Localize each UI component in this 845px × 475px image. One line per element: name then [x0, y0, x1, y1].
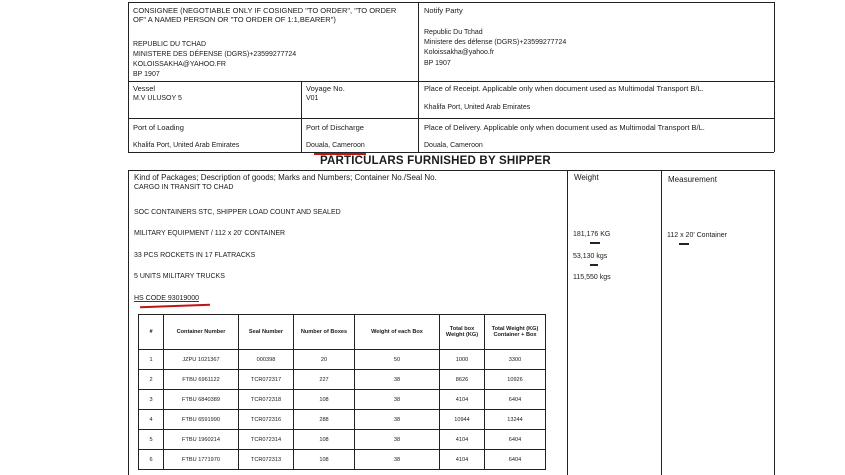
col-total-weight: Total Weight (KG) Container + Box: [485, 315, 546, 350]
rule-particulars-top: [128, 170, 774, 171]
notify-line-3: Koloissakha@yahoo.fr: [424, 49, 495, 56]
table-row: [139, 370, 546, 390]
table-cell: 6404: [485, 390, 546, 410]
table-cell: TCR072314: [239, 430, 294, 450]
table-cell: 6404: [485, 430, 546, 450]
weight-label: Weight: [574, 173, 599, 182]
col-number-of-boxes: Number of Boxes: [294, 315, 355, 350]
weight-trucks: 115,550 kgs: [573, 274, 611, 281]
table-cell: 4: [139, 410, 164, 430]
table-cell: 8626: [440, 370, 485, 390]
rule-left: [128, 2, 129, 152]
table-cell: 2: [139, 370, 164, 390]
consignee-line-2: MINISTERE DES DÉFENSE (DGRS)+23599277724: [133, 51, 297, 58]
goods-line-3: MILITARY EQUIPMENT / 112 x 20' CONTAINER: [134, 230, 286, 237]
table-row: [139, 450, 546, 470]
table-cell: TCR072317: [239, 370, 294, 390]
table-cell: 108: [294, 390, 355, 410]
discharge-value: Douala, Cameroon: [306, 142, 365, 149]
rule-mid: [418, 2, 419, 152]
table-cell: 20: [294, 350, 355, 370]
consignee-line-3: KOLOISSAKHA@YAHOO.FR: [133, 61, 226, 68]
consignee-line-1: REPUBLIC DU TCHAD: [133, 41, 206, 48]
table-cell: 38: [355, 410, 440, 430]
measurement-label: Measurement: [668, 175, 717, 184]
weight-rockets: 53,130 kgs: [573, 253, 608, 260]
rule-weight-left: [567, 170, 568, 475]
table-cell: 000398: [239, 350, 294, 370]
vessel-value: M.V ULUSOY 5: [133, 95, 182, 102]
table-cell: 108: [294, 430, 355, 450]
weight-total: 181,176 KG: [573, 231, 611, 238]
rule-voyage: [301, 81, 302, 152]
col-container-number: Container Number: [164, 315, 239, 350]
consignee-label-1: CONSIGNEE (NEGOTIABLE ONLY IF COSIGNED "TO ORDER", "TO ORDER: [133, 6, 397, 15]
goods-line-2: SOC CONTAINERS STC, SHIPPER LOAD COUNT AND SEALED: [134, 209, 341, 216]
voyage-value: V01: [306, 95, 319, 102]
rule-particulars-left: [128, 170, 129, 475]
delivery-label: Place of Delivery. Applicable only when document used as Multimodal Transport B/L.: [424, 123, 705, 132]
table-cell: TCR072318: [239, 390, 294, 410]
table-cell: 288: [294, 410, 355, 430]
discharge-label: Port of Discharge: [306, 123, 364, 132]
table-cell: 38: [355, 390, 440, 410]
loading-label: Port of Loading: [133, 123, 184, 132]
table-row: [139, 390, 546, 410]
voyage-label: Voyage No.: [306, 84, 345, 93]
table-cell: 4104: [440, 450, 485, 470]
table-cell: JZPU 1021367: [164, 350, 239, 370]
table-row: [139, 410, 546, 430]
rule-particulars-right: [774, 170, 775, 475]
table-cell: 4104: [440, 430, 485, 450]
table-cell: FTBU 6961122: [164, 370, 239, 390]
table-row: [139, 350, 546, 370]
col-weight-each-box: Weight of each Box: [355, 315, 440, 350]
table-cell: FTBU 1960214: [164, 430, 239, 450]
col-index: #: [139, 315, 164, 350]
table-cell: 6: [139, 450, 164, 470]
table-cell: FTBU 6591990: [164, 410, 239, 430]
container-table: [138, 314, 546, 470]
hs-code-pen-mark: [140, 304, 210, 308]
col-seal-number: Seal Number: [239, 315, 294, 350]
pen-tick-2: [590, 264, 598, 266]
table-row: [139, 430, 546, 450]
measurement-value: 112 x 20' Container: [667, 232, 727, 239]
rule-loading-top: [128, 118, 774, 119]
receipt-label: Place of Receipt. Applicable only when document used as Multimodal Transport B/L.: [424, 84, 704, 93]
table-cell: TCR072316: [239, 410, 294, 430]
container-table-header: [139, 315, 546, 350]
notify-line-1: Republic Du Tchad: [424, 29, 483, 36]
rule-right: [774, 2, 775, 152]
table-cell: 38: [355, 430, 440, 450]
table-cell: 4104: [440, 390, 485, 410]
table-cell: 6404: [485, 450, 546, 470]
rule-vessel-top: [128, 81, 774, 82]
consignee-label-2: OF" A NAMED PERSON OR "TO ORDER OF 1:1,BEARER"): [133, 15, 336, 24]
loading-value: Khalifa Port, United Arab Emirates: [133, 142, 240, 149]
notify-line-4: BP 1907: [424, 60, 451, 67]
table-cell: 3: [139, 390, 164, 410]
table-cell: 5: [139, 430, 164, 450]
kind-label: Kind of Packages; Description of goods; Marks and Numbers; Container No./Seal No.: [134, 173, 437, 182]
table-cell: 13244: [485, 410, 546, 430]
table-cell: 108: [294, 450, 355, 470]
vessel-label: Vessel: [133, 84, 156, 93]
table-cell: 1000: [440, 350, 485, 370]
table-cell: FTBU 1771970: [164, 450, 239, 470]
table-cell: 50: [355, 350, 440, 370]
col-total-box-weight: Total box Weight (KG): [440, 315, 485, 350]
consignee-line-4: BP 1907: [133, 71, 160, 78]
rule-loading-bottom: [128, 152, 774, 153]
table-cell: 10944: [440, 410, 485, 430]
particulars-heading: PARTICULARS FURNISHED BY SHIPPER: [320, 155, 551, 167]
goods-line-4: 33 PCS ROCKETS IN 17 FLATRACKS: [134, 252, 256, 259]
rule-top: [128, 2, 774, 3]
rule-measure-left: [661, 170, 662, 475]
goods-line-1: CARGO IN TRANSIT TO CHAD: [134, 184, 234, 191]
notify-label: Notify Party: [424, 6, 463, 15]
notify-line-2: Ministere des défense (DGRS)+23599277724: [424, 39, 567, 46]
pen-tick-1: [590, 242, 600, 244]
table-cell: FTBU 6840389: [164, 390, 239, 410]
pen-tick-3: [679, 243, 689, 245]
receipt-value: Khalifa Port, United Arab Emirates: [424, 104, 531, 111]
table-cell: TCR072313: [239, 450, 294, 470]
table-cell: 1: [139, 350, 164, 370]
table-cell: 38: [355, 450, 440, 470]
goods-line-5: 5 UNITS MILITARY TRUCKS: [134, 273, 225, 280]
table-cell: 227: [294, 370, 355, 390]
hs-code: HS CODE 93019000: [134, 295, 199, 302]
table-cell: 10926: [485, 370, 546, 390]
table-cell: 38: [355, 370, 440, 390]
table-cell: 3300: [485, 350, 546, 370]
delivery-value: Douala, Cameroon: [424, 142, 483, 149]
